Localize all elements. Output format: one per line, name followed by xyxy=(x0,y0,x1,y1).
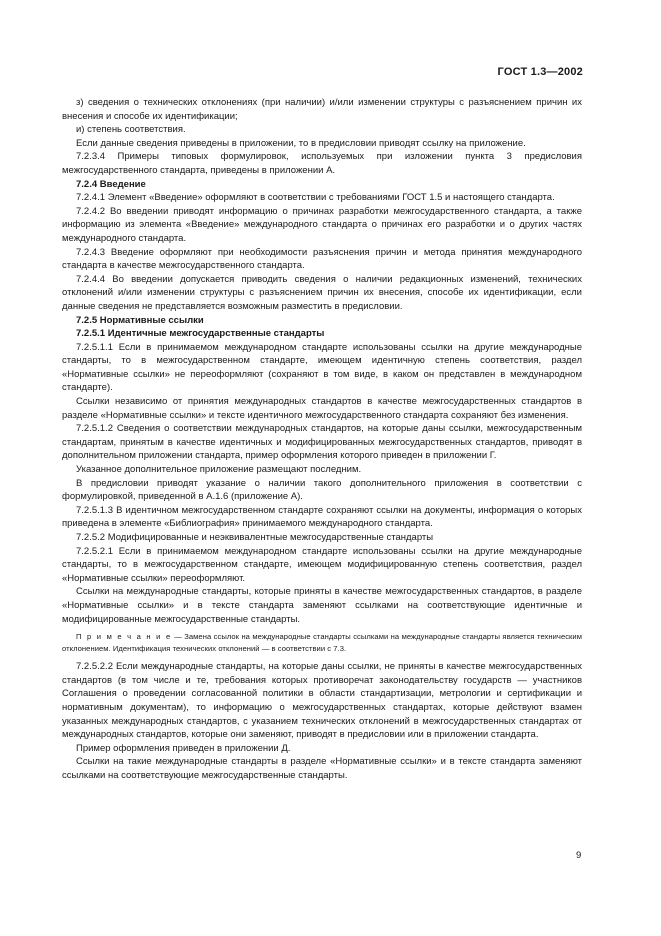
paragraph: з) сведения о технических отклонениях (при наличии) и/или изменении структуры с разъяснением причин их внесения и способе их идентификации; xyxy=(62,97,582,122)
paragraph: 7.2.3.4 Примеры типовых формулировок, используемых при изложении пункта 3 предисловия межгосударственного стандарта, приведены в приложении А. xyxy=(62,151,582,176)
paragraph: 7.2.4.1 Элемент «Введение» оформляют в соответствии с требованиями ГОСТ 1.5 и настоящего стандарта. xyxy=(76,192,555,204)
paragraph: Если данные сведения приведены в приложении, то в предисловии приводят ссылку на приложение. xyxy=(76,137,526,149)
paragraph: 7.2.5.2.2 Если международные стандарты, на которые даны ссылки, не приняты в качестве межгосударственных стандартов (в том числе и те, требования которых противоречат законодательству государств — участников Соглашения о проведении согласованной политики в области стандартизации, метрологии и сертификации и нормативным документам), то информацию о межгосударственных стандартах, которые действуют взамен указанных международных стандартов, с указанием технических отклонений в межгосударственных стандартах от международных стандартов, которые они заменяют, приводят в предисловии или в приложении стандарта. xyxy=(62,661,582,741)
paragraph: 7.2.5.1 Идентичные межгосударственные стандарты xyxy=(76,328,325,340)
paragraph: 7.2.4.3 Введение оформляют при необходимости разъяснения причин и метода принятия международного стандарта в качестве межгосударственного стандарта. xyxy=(62,246,582,272)
note-label: П р и м е ч а н и е xyxy=(76,632,172,642)
paragraph: 7.2.5 Нормативные ссылки xyxy=(76,314,204,326)
paragraphs-block-2 xyxy=(62,660,582,782)
paragraph: 7.2.4 Введение xyxy=(76,178,146,190)
paragraph: и) степень соответствия. xyxy=(76,124,186,136)
paragraph: 7.2.5.1.2 Сведения о соответствии международных стандартов, на которые даны ссылки, межгосударственным стандартам, принятым в качестве идентичных и модифицированных межгосударственных стандартов, приводят в дополнительном приложении стандарта, пример оформления которого приведен в приложении Г. xyxy=(62,423,582,462)
note xyxy=(62,631,582,654)
paragraph: 7.2.5.1.1 Если в принимаемом международном стандарте использованы ссылки на другие международные стандарты, то в межгосударственном стандарте, имеющем идентичную степень соответствия, раздел «Нормативные ссылки» не переоформляют (сохраняют в том виде, в каком он представлен в международном стандарте). xyxy=(62,341,582,394)
note-text: — Замена ссылок на международные стандарты ссылками на международные стандарты является техническим отклонением. Идентификация технических отклонений — в соответствии с 7.3. xyxy=(62,632,582,653)
paragraph: Указанное дополнительное приложение размещают последним. xyxy=(76,464,362,476)
paragraph: Ссылки на международные стандарты, которые приняты в качестве межгосударственных стандартов, в разделе «Нормативные ссылки» и в тексте стандарта заменяют ссылками на соответствующие идентичные и модифицированные межгосударственные стандарты. xyxy=(62,586,582,625)
paragraph: 7.2.4.4 Во введении допускается приводить сведения о наличии редакционных изменений, технических отклонений и/или изменении структуры с разъяснением причин их внесения, способе их идентификации, если данные сведения не представляется возможным разместить в предисловии. xyxy=(62,273,582,312)
paragraph: 7.2.5.2.1 Если в принимаемом международном стандарте использованы ссылки на другие международные стандарты, то в межгосударственном стандарте, имеющем модифицированную степень соответствия, раздел «Нормативные ссылки» переоформляют. xyxy=(62,545,582,584)
paragraph: 7.2.5.1.3 В идентичном межгосударственном стандарте сохраняют ссылки на документы, информация о которых приведена в элементе «Библиография» принимаемого международного стандарта. xyxy=(62,504,582,530)
paragraph: 7.2.5.2 Модифицированные и неэквивалентные межгосударственные стандарты xyxy=(76,532,434,543)
paragraph: 7.2.4.2 Во введении приводят информацию о причинах разработки межгосударственного стандарта, а также информацию из элемента «Введение» международного стандарта о причинах его разработки и о других частях международного стандарта. xyxy=(62,205,582,244)
page-number: 9 xyxy=(576,850,582,861)
paragraphs-block-1 xyxy=(62,96,582,626)
document-code: ГОСТ 1.3—2002 xyxy=(497,66,583,78)
page-body xyxy=(62,96,582,783)
paragraph: В предисловии приводят указание о наличии такого дополнительного приложения в соответствии с формулировкой, приведенной в А.1.6 (приложение А). xyxy=(62,477,582,503)
paragraph: Ссылки на такие международные стандарты в разделе «Нормативные ссылки» и в тексте стандарта заменяют ссылками на соответствующие межгосударственные стандарты. xyxy=(62,756,582,781)
paragraph: Пример оформления приведен в приложении Д. xyxy=(76,742,291,754)
paragraph: Ссылки независимо от принятия международных стандартов в качестве межгосударственных стандартов в разделе «Нормативные ссылки» и тексте идентичного межгосударственного стандарта сохраняют без изменения. xyxy=(62,396,582,421)
